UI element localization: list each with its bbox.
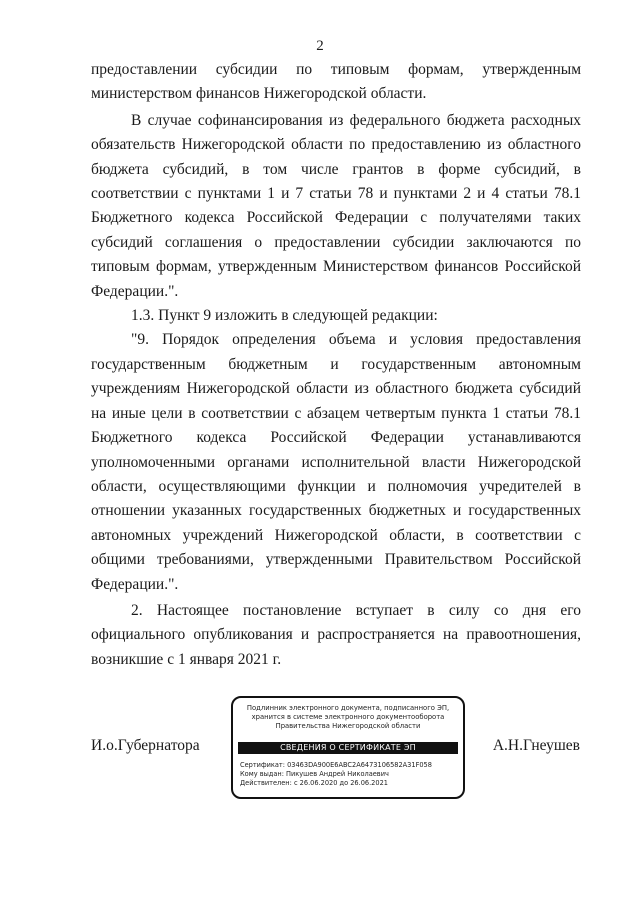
paragraph-cofinancing: В случае софинансирования из федерального бюджета расходных обязательств Нижегородской области по предоставлению из областного бюджета субсидий, в том числе грантов в форме субсидий, в соответствии с пунктами 1 и 7 статьи 78 и пунктами 2 и 4 статьи 78.1 Бюджетного кодекса Российской Федерации с получателями таких субсидий соглашения о предоставлении субсидии заключаются по типовым формам, утвержденным Министерством финансов Российской Федерации.". [91, 111, 581, 300]
stamp-header-line: Подлинник электронного документа, подписанного ЭП, [246, 704, 450, 712]
certificate-row [240, 761, 457, 770]
stamp-header-line: Правительства Нижегородской области [275, 722, 421, 730]
stamp-banner: СВЕДЕНИЯ О СЕРТИФИКАТЕ ЭП [238, 742, 458, 754]
certificate-label: Сертификат: [240, 761, 285, 769]
signer-title: И.о.Губернатора [91, 737, 200, 754]
issued-to-value: Пикушев Андрей Николаевич [286, 770, 389, 778]
issued-to-label: Кому выдан: [240, 770, 284, 778]
signer-name: А.Н.Гнеушев [492, 737, 580, 754]
stamp-header [239, 704, 457, 731]
paragraph-continuation: предоставлении субсидии по типовым формам, утвержденным министерством финансов Нижегородской области. [91, 61, 581, 103]
paragraph-item-1-3: 1.3. Пункт 9 изложить в следующей редакции: [131, 307, 438, 325]
validity-value: с 26.06.2020 до 26.06.2021 [293, 779, 388, 787]
certificate-value: 03463DA900E6ABC2A6473106582A31F058 [287, 761, 432, 769]
paragraph-entry-into-force: 2. Настоящее постановление вступает в силу со дня его официального опубликования и распространяется на правоотношения, возникшие с 1 января 2021 г. [91, 601, 581, 668]
paragraph-item-9: "9. Порядок определения объема и условия предоставления государственным бюджетным и государственным автономным учреждениям Нижегородской области из областного бюджета субсидий на иные цели в соответствии с абзацем четвертым пункта 1 статьи 78.1 Бюджетного кодекса Российской Федерации устанавливаются уполномоченными органами исполнительной власти Нижегородской области, осуществляющими функции и полномочия учредителей в отношении указанных государственных бюджетных и государственных автономных учреждений Нижегородской области, в соответствии с общими требованиями, утвержденными Правительством Российской Федерации.". [91, 331, 581, 593]
validity-row [240, 779, 457, 788]
page-number: 2 [316, 38, 324, 54]
signature-block [0, 696, 640, 802]
stamp-details [240, 761, 457, 788]
document-body [91, 58, 581, 672]
electronic-signature-stamp [231, 696, 465, 799]
stamp-header-line: хранится в системе электронного документооборота [251, 713, 445, 721]
issued-to-row [240, 770, 457, 779]
validity-label: Действителен: [240, 779, 292, 787]
